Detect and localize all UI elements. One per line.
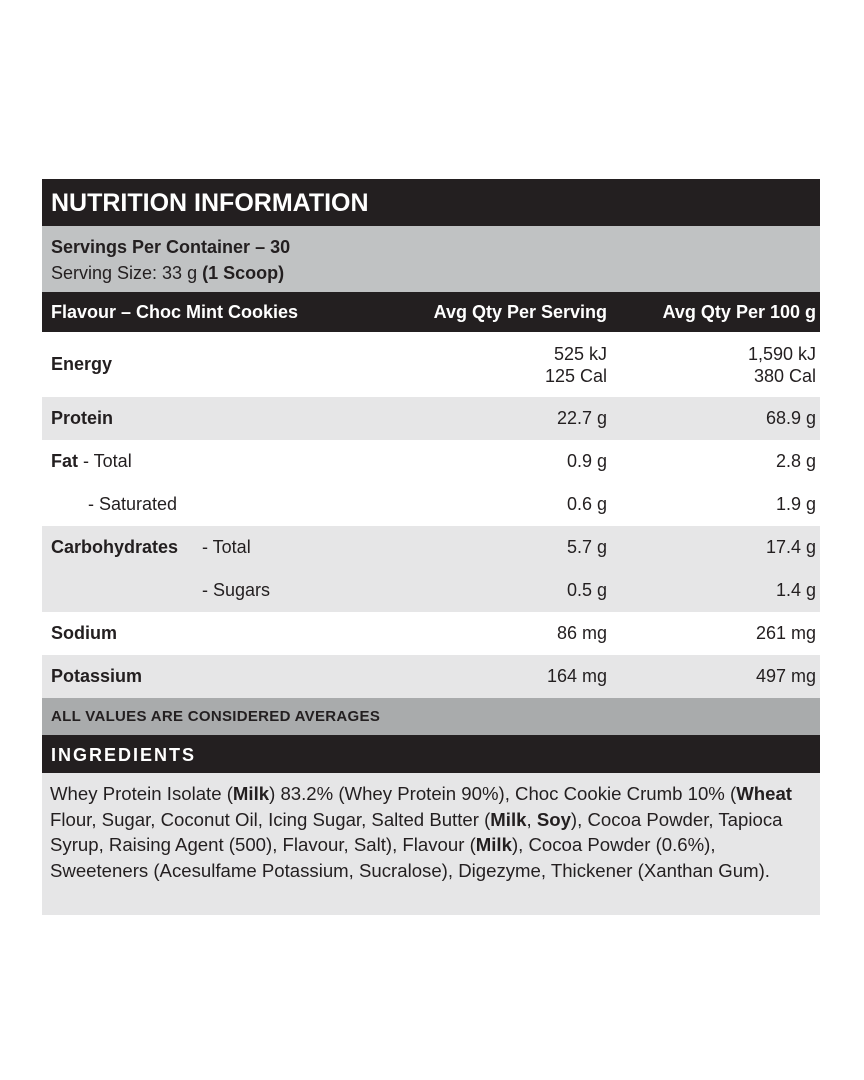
- row-serving: 0.5 g: [566, 580, 607, 600]
- allergen: Milk: [475, 834, 512, 855]
- row-label: Sodium: [51, 623, 117, 643]
- ingredients-title: INGREDIENTS: [42, 735, 820, 773]
- row-per100: 261 mg: [755, 623, 816, 643]
- ingredient-segment: Whey Protein Isolate (: [50, 783, 233, 804]
- panel-title: NUTRITION INFORMATION: [42, 179, 820, 226]
- row-serving: 5.7 g: [566, 537, 607, 557]
- allergen: Milk: [232, 783, 270, 804]
- table-row-carbohydrates-total: [42, 526, 820, 569]
- row-per100: [607, 343, 820, 387]
- serving-size: [51, 260, 820, 286]
- row-serving: 0.9 g: [566, 451, 607, 471]
- ingredient-segment: ,: [526, 808, 537, 830]
- servings-per-container: Servings Per Container – 30: [51, 237, 291, 257]
- row-serving: 22.7 g: [556, 408, 607, 428]
- row-label: Potassium: [51, 666, 143, 686]
- row-per100: 1.9 g: [775, 494, 816, 514]
- table-row-sugars: [42, 569, 820, 612]
- row-per100: 1.4 g: [775, 580, 816, 600]
- row-label-sub: - Total: [78, 451, 132, 471]
- table-row-fat-total: [42, 440, 820, 483]
- row-label: Energy: [51, 354, 113, 374]
- energy-cal-serving: 125 Cal: [544, 365, 607, 386]
- row-serving: 86 mg: [556, 623, 607, 643]
- row-label: [42, 537, 382, 558]
- serving-size-scoop: (1 Scoop): [202, 263, 285, 283]
- averages-note: ALL VALUES ARE CONSIDERED AVERAGES: [42, 698, 820, 735]
- ingredient-segment: ), Cocoa Powder, Tapioca Syrup, Raising Agent (500), Flavour, Salt), Flavour (: [50, 808, 783, 855]
- allergen: Wheat: [736, 783, 792, 804]
- row-label: [42, 451, 382, 472]
- row-serving: 0.6 g: [566, 494, 607, 514]
- header-flavour: Flavour – Choc Mint Cookies: [51, 301, 299, 322]
- ingredient-segment: Flour, Sugar, Coconut Oil, Icing Sugar, Salted Butter (: [50, 808, 491, 830]
- table-row-energy: [42, 332, 820, 397]
- energy-cal-100g: 380 Cal: [753, 365, 816, 386]
- ingredients-text: [42, 773, 820, 915]
- table-row-protein: [42, 397, 820, 440]
- nutrition-panel: [42, 179, 820, 915]
- row-per100: 17.4 g: [765, 537, 816, 557]
- row-per100: 68.9 g: [765, 408, 816, 428]
- row-label: - Sugars: [202, 580, 271, 600]
- table-header: [42, 292, 820, 332]
- table-row-sodium: [42, 612, 820, 655]
- row-label-sub: - Total: [202, 537, 251, 557]
- allergen: Soy: [536, 808, 571, 830]
- row-label-name: Fat: [51, 451, 78, 471]
- ingredient-segment: ), Cocoa Powder (0.6%), Sweeteners (Acesulfame Potassium, Sucralose), Digezyme, Thickener (Xanthan Gum).: [50, 834, 770, 881]
- table-row-fat-saturated: [42, 483, 820, 526]
- energy-kj-100g: 1,590 kJ: [747, 343, 816, 364]
- table-row-potassium: [42, 655, 820, 698]
- serving-size-label: Serving Size: 33 g: [51, 263, 203, 283]
- row-per100: 497 mg: [755, 666, 816, 686]
- energy-kj-serving: 525 kJ: [553, 343, 607, 364]
- header-per-100g: Avg Qty Per 100 g: [662, 301, 816, 322]
- row-label-name: Carbohydrates: [51, 537, 179, 557]
- servings-section: [42, 226, 820, 292]
- allergen: Milk: [490, 808, 527, 830]
- row-label: Protein: [51, 408, 114, 428]
- row-per100: 2.8 g: [775, 451, 816, 471]
- row-serving: [382, 343, 607, 387]
- ingredient-segment: ) 83.2% (Whey Protein 90%), Choc Cookie Crumb 10% (: [269, 783, 737, 804]
- row-serving: 164 mg: [546, 666, 607, 686]
- header-per-serving: Avg Qty Per Serving: [433, 301, 607, 322]
- row-label: - Saturated: [88, 494, 178, 514]
